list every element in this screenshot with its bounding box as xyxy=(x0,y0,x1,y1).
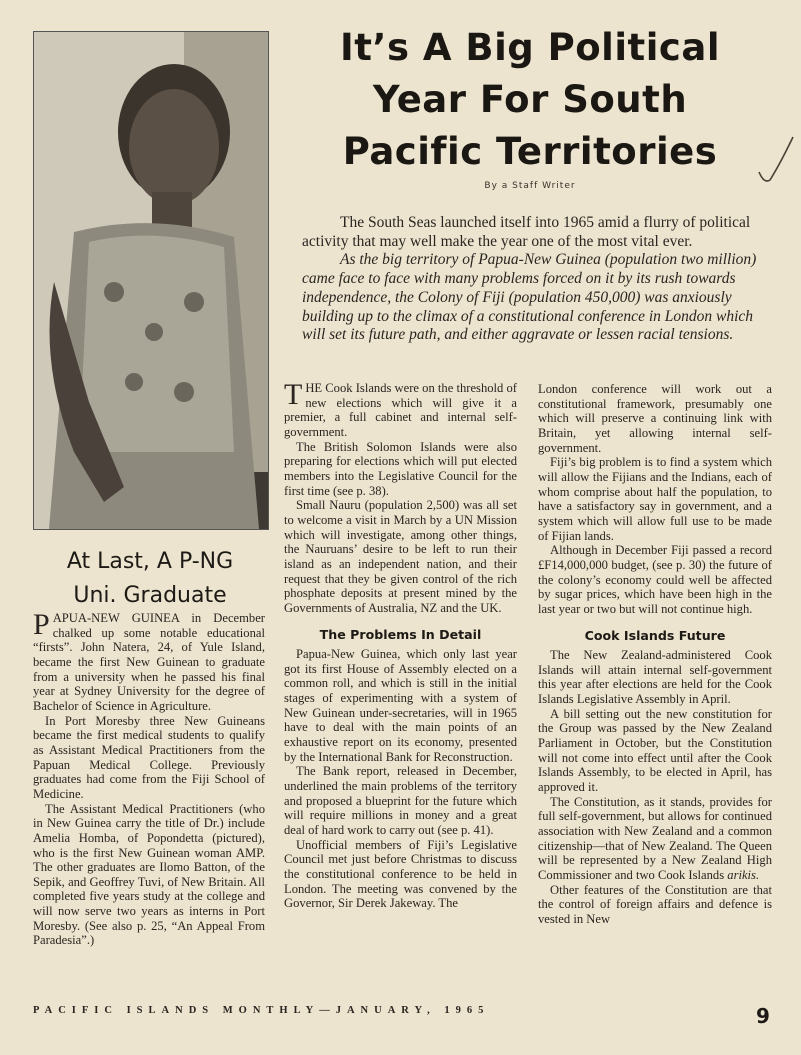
drop-cap: T xyxy=(284,378,303,411)
article-column-3 xyxy=(538,382,772,927)
body-paragraph: Other features of the Constitution are that the control of foreign affairs and defence is vested in New xyxy=(538,882,772,926)
body-paragraph: The British Solomon Islands were also preparing for elections which will put elected members into the Legislative Council for the first time (see p. 38). xyxy=(284,439,517,498)
side-story-headline xyxy=(45,545,255,613)
side-headline-line-1: At Last, A P-NG xyxy=(66,549,234,574)
section-subheading: Cook Islands Future xyxy=(584,627,726,643)
headline-line-2: Year For South xyxy=(372,78,688,121)
intro-paragraph-italic: As the big territory of Papua-New Guinea (population two million) came face to face with many problems forced on it by its rush towards independence, the Colony of Fiji (population 450,000) was anxiously building up to the climax of a constitutional conference in London which will set its future path, and either aggravate or lessen racial tensions. xyxy=(302,251,757,344)
portrait-photo xyxy=(33,31,269,530)
intro-paragraph: The South Seas launched itself into 1965 amid a flurry of political activity that may well make the year one of the most vital ever. xyxy=(302,214,751,250)
side-story-paragraph: In Port Moresby three New Guineans became the first medical students to qualify as Assistant Medical Practitioners from the Papuan Medical College. Previously graduates had come from the Fiji School of Medicine. xyxy=(33,713,265,801)
page-footer: PACIFIC ISLANDS MONTHLY—JANUARY, 1965 xyxy=(33,1005,490,1016)
article-headline xyxy=(290,22,770,178)
side-story-column xyxy=(33,608,265,948)
body-paragraph: A bill setting out the new constitution for the Group was passed by the New Zealand Parliament in October, but the Constitution will not come into effect until after the Cook Islands Assembly, to be elected in April, has approved it. xyxy=(538,706,772,795)
byline: By a Staff Writer xyxy=(484,181,576,191)
body-paragraph: The New Zealand-administered Cook Islands will attain internal self-government this year after elections are held for the Cook Islands Legislative Assembly in April. xyxy=(538,648,772,707)
section-subheading: The Problems In Detail xyxy=(319,626,482,642)
side-story-paragraph: PAPUA-NEW GUINEA in December chalked up some notable educational “firsts”. John Natera, 24, of Yule Island, became the first New Guinean to graduate from a university when he passed his final year at Sydney University for the degree of Bachelor of Science in Agriculture. xyxy=(33,608,265,713)
body-paragraph: The Constitution, as it stands, provides for full self-government, but allows for continued association with New Zealand and a common citizenship—that of New Zealand. The Queen will be represented by a New Zealand High Commissioner and two Cook Islands arikis. xyxy=(538,794,772,882)
drop-cap: P xyxy=(33,608,50,641)
body-paragraph: The Bank report, released in December, underlined the main problems of the territory and proposed a blueprint for the future which will require millions in money and a great deal of hard work to carry out (see p. 41). xyxy=(284,764,517,838)
body-paragraph: Small Nauru (population 2,500) was all set to welcome a visit in March by a UN Mission which will investigate, among other things, the Nauruans’ desire to be left to run their island as an independent nation, and their request that they be given control of the rich phosphate deposits at present mined by the Governments of Australia, NZ and the UK. xyxy=(284,498,517,615)
body-paragraph: Although in December Fiji passed a record £F14,000,000 budget, (see p. 30) the future of the colony’s economy could well be affected by sugar prices, which have been high in the last year or two but will not continue high. xyxy=(538,543,772,616)
article-intro xyxy=(302,214,758,345)
body-paragraph: Papua-New Guinea, which only last year got its first House of Assembly elected on a common roll, and which is still in the initial stages of experimenting with a system of New Guinean under-secretaries, will in 1965 have to deal with the main points of an exhaustive report on its economy, presented by the International Bank for Reconstruction. xyxy=(284,647,517,764)
body-paragraph: London conference will work out a constitutional framework, presumably one which will preserve a continuing link with Britain, yet allowing internal self-government. xyxy=(538,382,772,455)
body-paragraph: THE Cook Islands were on the threshold of new elections which will give it a premier, a full cabinet and internal self-government. xyxy=(284,378,517,439)
headline-line-3: Pacific Territories xyxy=(342,130,718,173)
side-story-paragraph: The Assistant Medical Practitioners (who in New Guinea carry the title of Dr.) include Amelia Homba, of Popondetta (pictured), who is the first New Guinean woman AMP. The other graduates are Ilomo Batton, of the Sepik, and Geoffrey Tuvi, of New Britain. All completed five years study at the college and will now serve two years as interns in Port Moresby. (See also p. 25, “An Appeal From Paradesia”.) xyxy=(33,801,265,948)
article-column-2 xyxy=(284,378,517,911)
headline-line-1: It’s A Big Political xyxy=(339,26,721,69)
body-paragraph: Unofficial members of Fiji’s Legislative Council met just before Christmas to discuss the constitutional conference to be held in London. The meeting was convened by the Governor, Sir Derek Jakeway. The xyxy=(284,837,517,911)
body-paragraph: Fiji’s big problem is to find a system which will allow the Fijians and the Indians, each of whom comprise about half the population, to have a satisfactory say in government, and a system which will allow full use to be made of Fijian lands. xyxy=(538,455,772,543)
side-headline-line-2: Uni. Graduate xyxy=(73,583,227,608)
page-number: 9 xyxy=(756,1004,770,1028)
